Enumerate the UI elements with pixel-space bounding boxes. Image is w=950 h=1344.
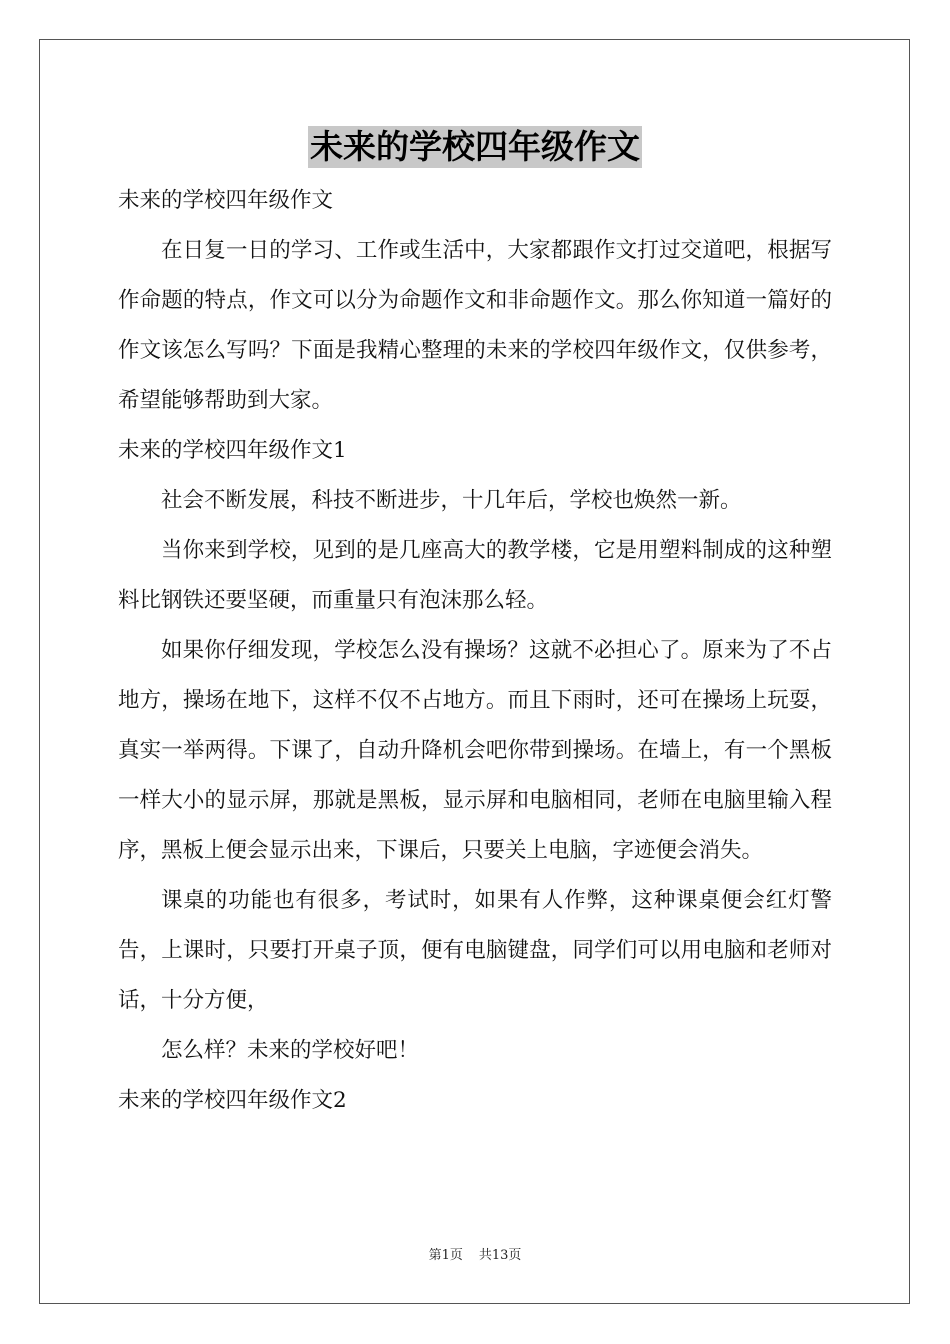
page-footer	[0, 1247, 950, 1265]
title-container	[0, 126, 950, 168]
page-total: 共13页	[478, 1248, 522, 1263]
body-paragraph: 社会不断发展，科技不断进步，十几年后，学校也焕然一新。	[161, 488, 742, 513]
section-heading: 未来的学校四年级作文1	[118, 438, 347, 463]
body-paragraph: 怎么样？未来的学校好吧！	[161, 1038, 420, 1063]
section-heading: 未来的学校四年级作文2	[118, 1088, 347, 1113]
body-paragraph: 如果你仔细发现，学校怎么没有操场？这就不必担心了。原来为了不占地方，操场在地下，这样不仅不占地方。而且下雨时，还可在操场上玩耍，真实一举两得。下课了，自动升降机会吧你带到操场。在墙上，有一个黑板一样大小的显示屏，那就是黑板，显示屏和电脑相同，老师在电脑里输入程序，黑板上便会显示出来，下课后，只要关上电脑，字迹便会消失。	[118, 638, 832, 863]
body-paragraph: 在日复一日的学习、工作或生活中，大家都跟作文打过交道吧，根据写作命题的特点，作文可以分为命题作文和非命题作文。那么你知道一篇好的作文该怎么写吗？下面是我精心整理的未来的学校四年级作文，仅供参考，希望能够帮助到大家。	[118, 238, 832, 413]
document-body	[118, 176, 832, 1126]
page-number: 第1页	[428, 1248, 463, 1263]
body-paragraph: 当你来到学校，见到的是几座高大的教学楼，它是用塑料制成的这种塑料比钢铁还要坚硬，而重量只有泡沫那么轻。	[118, 538, 832, 613]
document-title: 未来的学校四年级作文	[310, 127, 640, 166]
section-heading: 未来的学校四年级作文	[118, 188, 334, 213]
body-paragraph: 课桌的功能也有很多，考试时，如果有人作弊，这种课桌便会红灯警告，上课时，只要打开桌子顶，便有电脑键盘，同学们可以用电脑和老师对话，十分方便，	[118, 888, 832, 1013]
